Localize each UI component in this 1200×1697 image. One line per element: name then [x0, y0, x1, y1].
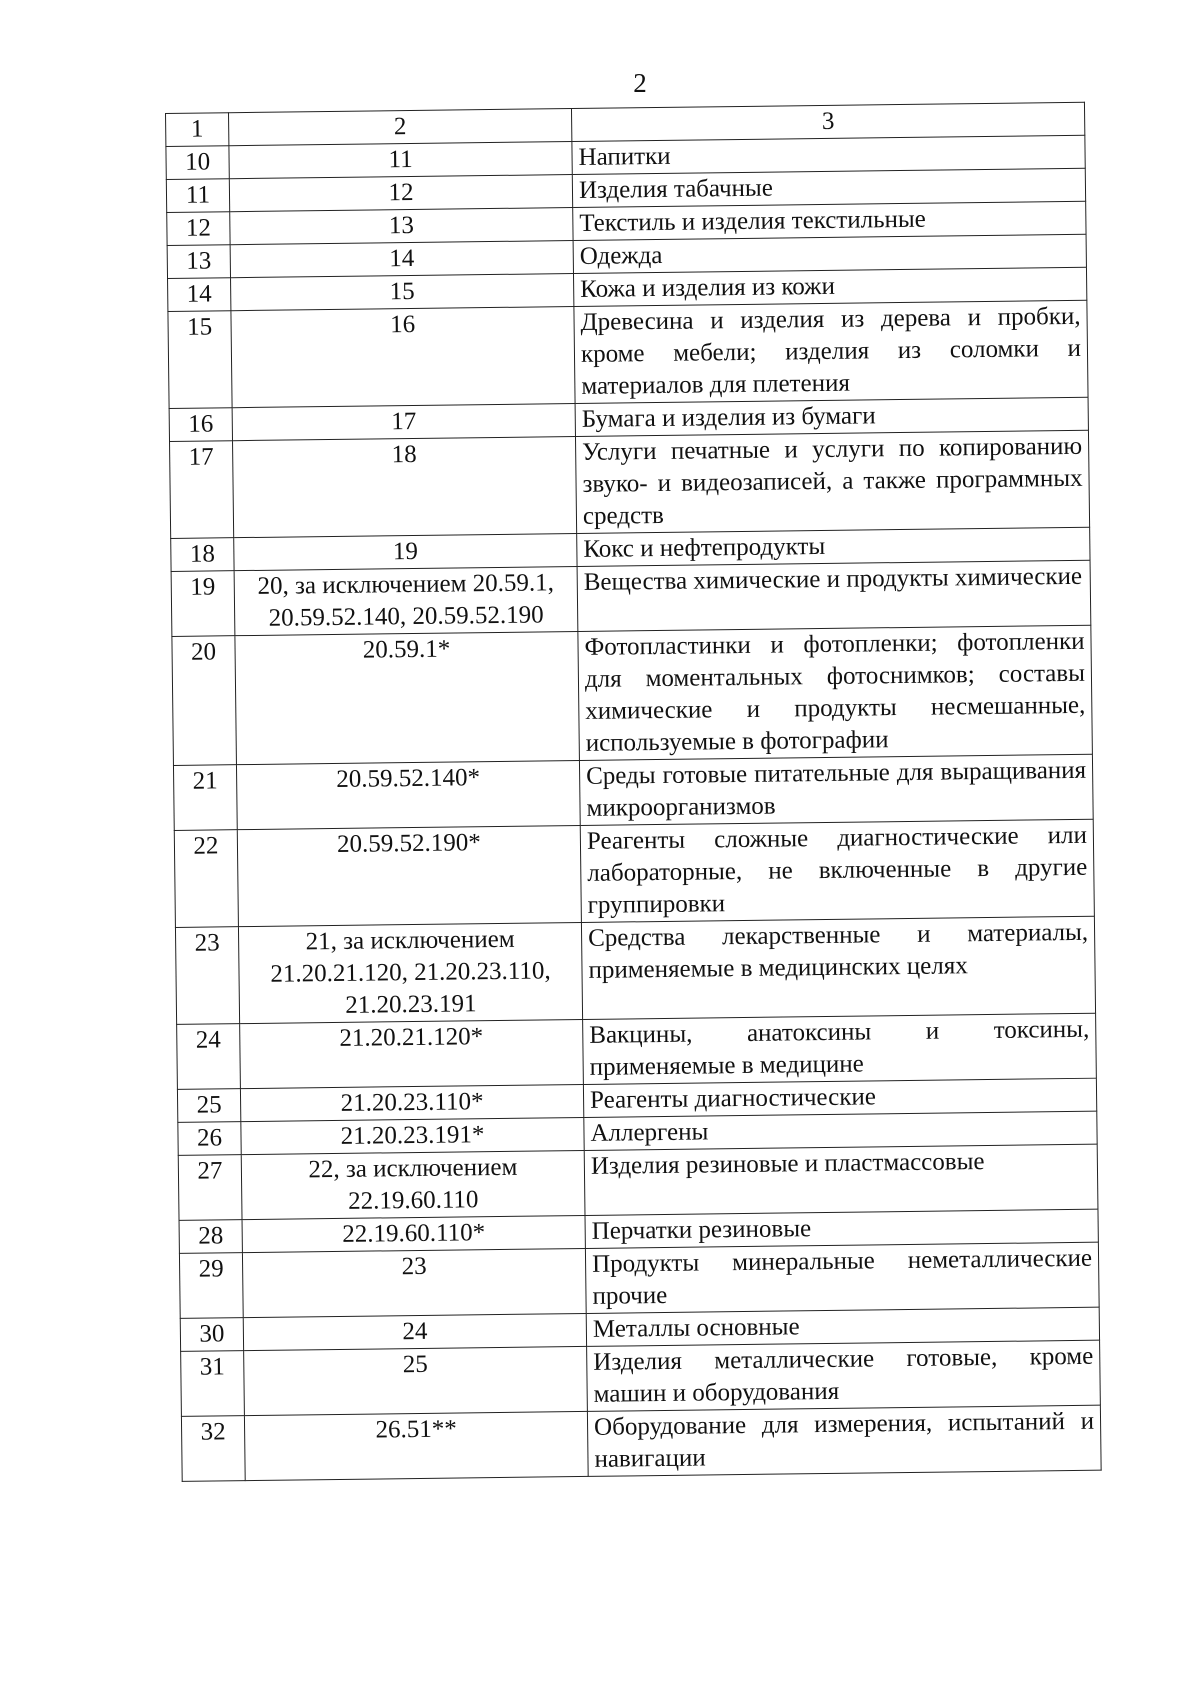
table-row	[179, 1242, 1099, 1318]
table-row	[174, 819, 1094, 927]
classification-table	[165, 102, 1102, 1482]
product-name: Вакцины, анатоксины и токсины, применяемые в медицине	[583, 1013, 1097, 1084]
product-name: Средства лекарственные и материалы, применяемые в медицинских целях	[581, 916, 1095, 1019]
okpd-code: 24	[243, 1313, 586, 1350]
product-name: Оборудование для измерения, испытаний и навигации	[587, 1405, 1101, 1476]
product-name: Вещества химические и продукты химические	[577, 560, 1091, 631]
row-number: 25	[177, 1089, 240, 1123]
product-name: Аллергены	[584, 1111, 1097, 1150]
row-number: 20	[172, 636, 237, 766]
okpd-code: 13	[230, 208, 573, 245]
product-name: Древесина и изделия из дерева и пробки, кроме мебели; изделия из соломки и материалов для плетения	[574, 300, 1088, 403]
okpd-code: 26.51**	[244, 1411, 588, 1480]
product-name: Изделия металлические готовые, кроме машин и оборудования	[587, 1340, 1101, 1411]
okpd-code: 16	[231, 307, 575, 408]
table-row	[173, 754, 1093, 830]
page-number: 2	[633, 68, 647, 98]
row-number: 27	[178, 1155, 242, 1221]
row-number: 11	[166, 179, 229, 213]
product-name: Продукты минеральные неметаллические прочие	[585, 1242, 1099, 1313]
row-number: 18	[171, 538, 234, 572]
row-number: 32	[181, 1416, 245, 1482]
row-number: 14	[168, 278, 231, 312]
row-number: 24	[177, 1024, 241, 1090]
table-row	[172, 625, 1093, 765]
table-row	[170, 430, 1090, 538]
row-number: 17	[170, 441, 234, 539]
product-name: Реагенты диагностические	[583, 1078, 1096, 1117]
okpd-code: 18	[233, 437, 577, 538]
okpd-code: 20.59.52.190*	[237, 825, 581, 926]
product-name: Текстиль и изделия текстильные	[573, 201, 1086, 240]
table-row	[171, 560, 1091, 636]
okpd-code: 17	[232, 404, 575, 441]
okpd-code: 11	[229, 142, 572, 179]
row-number: 23	[175, 927, 239, 1025]
row-number: 10	[166, 146, 229, 180]
table-row	[168, 300, 1088, 408]
product-name: Кокс и нефтепродукты	[577, 527, 1090, 566]
product-name: Кожа и изделия из кожи	[573, 267, 1086, 306]
row-number: 19	[171, 571, 235, 637]
okpd-code: 23	[242, 1248, 586, 1317]
row-number: 22	[174, 830, 238, 928]
row-number: 13	[167, 245, 230, 279]
okpd-code: 21.20.23.110*	[240, 1084, 583, 1121]
row-number: 12	[167, 212, 230, 246]
row-number: 16	[169, 408, 232, 442]
product-name: Изделия табачные	[572, 168, 1085, 207]
product-name: Бумага и изделия из бумаги	[575, 397, 1088, 436]
table-row	[181, 1405, 1101, 1481]
okpd-code: 21.20.21.120*	[240, 1019, 584, 1088]
product-name: Фотопластинки и фотопленки; фотопленки для моментальных фотоснимков; составы химические и продукты несмешанные, используемые в фотографии	[578, 625, 1093, 760]
product-name: Перчатки резиновые	[585, 1209, 1098, 1248]
okpd-code: 20.59.52.140*	[236, 760, 580, 829]
product-name: Услуги печатные и услуги по копированию звуко- и видеозаписей, а также программных средств	[575, 430, 1089, 533]
product-name: Среды готовые питательные для выращивания микроорганизмов	[579, 754, 1093, 825]
product-name: Металлы основные	[586, 1307, 1099, 1346]
row-number: 29	[179, 1253, 243, 1319]
column-header-1: 1	[166, 113, 229, 147]
okpd-code: 15	[231, 274, 574, 311]
okpd-code: 22, за исключением 22.19.60.110	[241, 1150, 585, 1219]
product-name: Реагенты сложные диагностические или лабораторные, не включенные в другие группировки	[580, 819, 1094, 922]
okpd-code: 12	[229, 175, 572, 212]
row-number: 28	[179, 1220, 242, 1254]
product-name: Напитки	[572, 135, 1085, 174]
table-row	[181, 1340, 1101, 1416]
row-number: 31	[181, 1351, 245, 1417]
okpd-code: 20.59.1*	[235, 631, 580, 764]
okpd-code: 21, за исключением 21.20.21.120, 21.20.23.110, 21.20.23.191	[238, 922, 582, 1023]
okpd-code: 25	[244, 1346, 588, 1415]
okpd-code: 22.19.60.110*	[242, 1215, 585, 1252]
row-number: 15	[168, 311, 232, 409]
column-header-2: 2	[229, 109, 572, 146]
table-row	[178, 1144, 1098, 1220]
okpd-code: 21.20.23.191*	[241, 1117, 584, 1154]
okpd-code: 20, за исключением 20.59.1, 20.59.52.140, 20.59.52.190	[234, 566, 578, 635]
okpd-code: 14	[230, 241, 573, 278]
product-name: Изделия резиновые и пластмассовые	[584, 1144, 1098, 1215]
okpd-code: 19	[234, 534, 577, 571]
table-row	[175, 916, 1095, 1024]
row-number: 21	[173, 765, 237, 831]
column-header-3: 3	[571, 102, 1084, 141]
row-number: 26	[178, 1122, 241, 1156]
product-name: Одежда	[573, 234, 1086, 273]
table-row	[177, 1013, 1097, 1089]
row-number: 30	[180, 1318, 243, 1352]
